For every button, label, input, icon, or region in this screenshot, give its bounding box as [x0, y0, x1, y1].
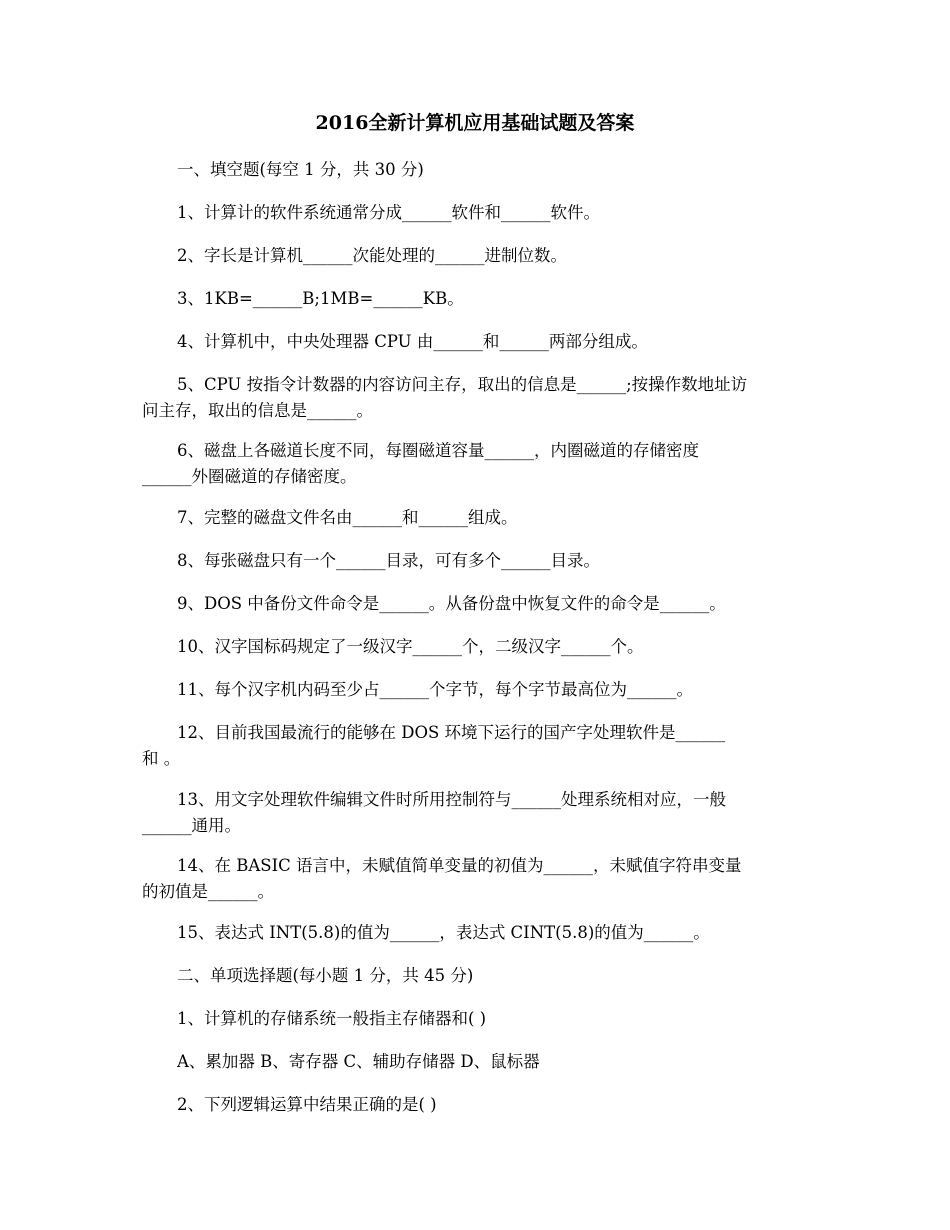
question-2: 2、字长是计算机______次能处理的______进制位数。 — [177, 246, 567, 265]
question-11: 11、每个汉字机内码至少占______个字节，每个字节最高位为______。 — [177, 680, 693, 699]
question-1: 1、计算计的软件系统通常分成______软件和______软件。 — [177, 203, 600, 222]
question-13-line-1: 13、用文字处理软件编辑文件时所用控制符与______处理系统相对应，一般 — [177, 790, 726, 809]
choice-question-1: 1、计算机的存储系统一般指主存储器和( ) — [177, 1009, 487, 1028]
question-3: 3、1KB=______B;1MB=______KB。 — [177, 289, 464, 308]
question-14-line-1: 14、在 BASIC 语言中，未赋值简单变量的初值为______，未赋值字符串变量 — [177, 856, 742, 875]
section-heading-fill-in: 一、填空题(每空 1 分，共 30 分) — [177, 160, 424, 179]
question-12-line-2: 和 。 — [142, 749, 181, 768]
question-6-line-2: ______外圈磁道的存储密度。 — [142, 467, 357, 486]
question-10: 10、汉字国标码规定了一级汉字______个，二级汉字______个。 — [177, 637, 644, 656]
question-13-line-2: ______通用。 — [142, 816, 241, 835]
choice-question-2: 2、下列逻辑运算中结果正确的是( ) — [177, 1095, 437, 1114]
question-6-line-1: 6、磁盘上各磁道长度不同，每圈磁道容量______，内圈磁道的存储密度 — [177, 441, 699, 460]
question-5-line-2: 问主存，取出的信息是______。 — [142, 401, 373, 420]
question-4: 4、计算机中，中央处理器 CPU 由______和______两部分组成。 — [177, 332, 648, 351]
question-7: 7、完整的磁盘文件名由______和______组成。 — [177, 508, 518, 527]
question-9: 9、DOS 中备份文件命令是______。从备份盘中恢复文件的命令是______。 — [177, 594, 726, 613]
document-title: 2016全新计算机应用基础试题及答案 — [315, 112, 635, 134]
question-12-line-1: 12、目前我国最流行的能够在 DOS 环境下运行的国产字处理软件是______ — [177, 723, 726, 742]
section-heading-single-choice: 二、单项选择题(每小题 1 分，共 45 分) — [177, 966, 474, 985]
question-15: 15、表达式 INT(5.8)的值为______，表达式 CINT(5.8)的值为______。 — [177, 923, 710, 942]
question-5-line-1: 5、CPU 按指令计数器的内容访问主存，取出的信息是______;按操作数地址访 — [177, 375, 748, 394]
question-14-line-2: 的初值是______。 — [142, 882, 274, 901]
question-8: 8、每张磁盘只有一个______目录，可有多个______目录。 — [177, 551, 600, 570]
choice-question-1-options: A、累加器 B、寄存器 C、辅助存储器 D、鼠标器 — [177, 1052, 540, 1071]
